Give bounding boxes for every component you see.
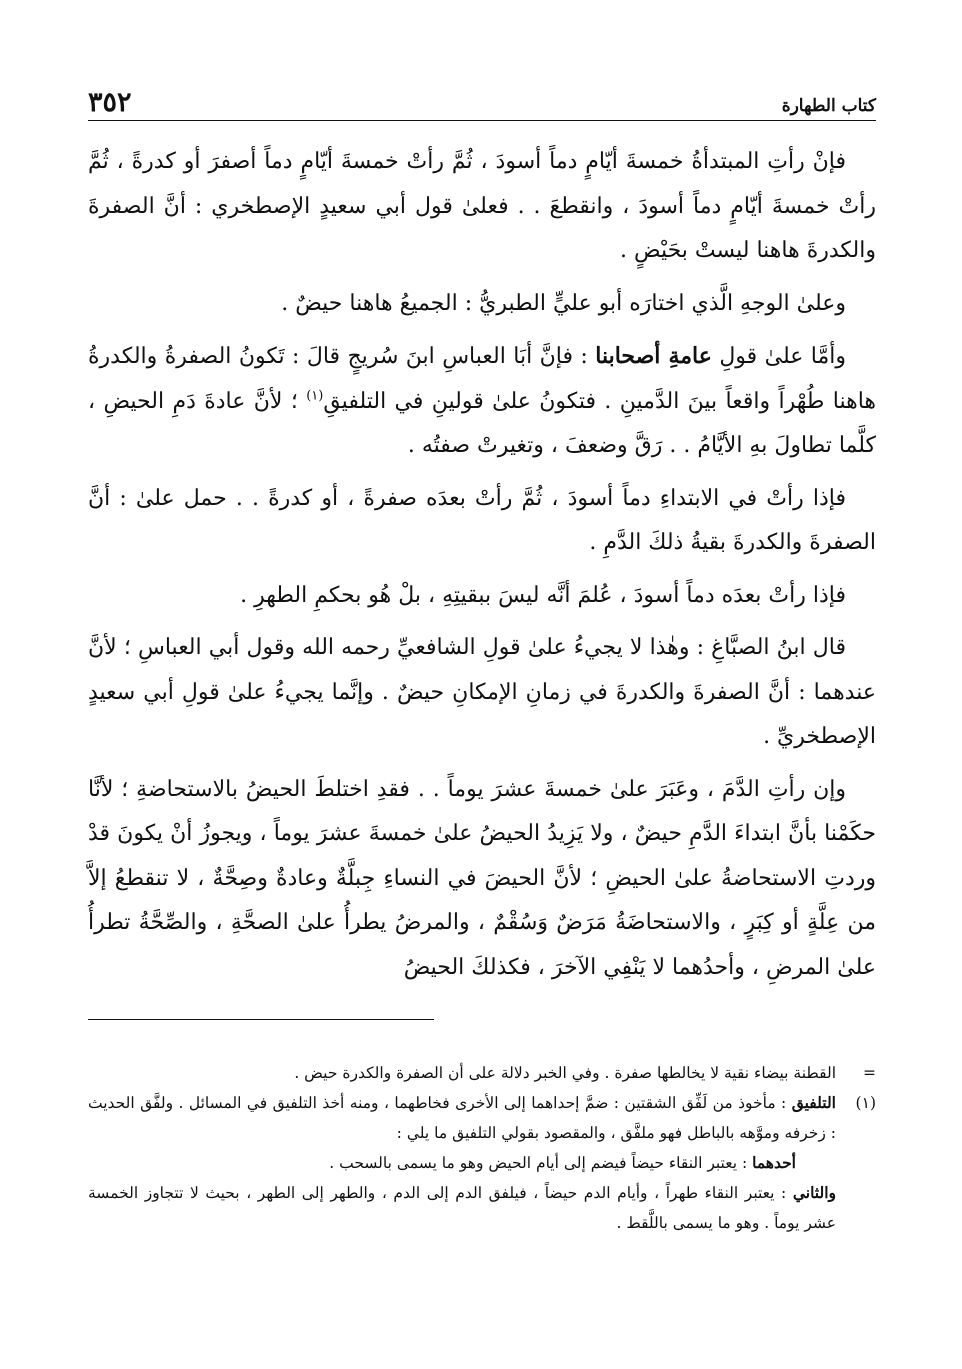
footnote-1-first-term: أحدهما: [752, 1153, 796, 1172]
paragraph-3-part-a: وأمَّا علىٰ قولِ: [711, 344, 847, 369]
footnote-1: [88, 1088, 876, 1148]
footnote-1-second-item: [88, 1178, 876, 1238]
footnote-1-body: : مأخوذ من لَفِّق الشقتين : ضمَّ إحداهما إلى الأخرى فخاطهما ، ومنه أخذ التلفيق في المسائل . ولفَّق الحديث : زخرفه وموَّهه بالباطل فهو ملفَّق ، والمقصود بقولي التلفيق ما يلي :: [88, 1094, 836, 1142]
paragraph-7: وإن رأتِ الدَّمَ ، وعَبَرَ علىٰ خمسةَ عشرَ يوماً . . فقدِ اختلطَ الحيضُ بالاستحاضةِ ؛ لأنَّا حكَمْنا بأنَّ ابتداءَ الدَّمِ حيضٌ ، ولا يَزِيدُ الحيضُ علىٰ خمسةَ عشرَ يوماً ، ويجوزُ أنْ يكونَ قدْ وردتِ الاستحاضةُ علىٰ الحيضِ ؛ لأنَّ الحيضَ في النساءِ جِبلَّةٌ وعادةٌ وصِحَّةٌ ، لا تنقطعُ إلاَّ من عِلَّةٍ أو كِبَرٍ ، والاستحاضَةُ مَرَضٌ وَسُقْمٌ ، والمرضُ يطرأُ علىٰ الصحَّةِ ، والصِّحَّةُ تطرأُ علىٰ المرضِ ، وأحدُهما لا يَنْفِي الآخرَ ، فكذلكَ الحيضُ: [88, 776, 876, 980]
footnote-1-first-item: [88, 1148, 876, 1178]
paragraph-1: فإنْ رأتِ المبتدأةُ خمسةَ أيّامٍ دماً أسودَ ، ثُمَّ رأتْ خمسةَ أيّامٍ دماً أصفرَ أو كدرةً ، ثُمَّ رأتْ خمسةَ أيّامٍ دماً أسودَ ، وانقطعَ . . فعلىٰ قول أبي سعيدٍ الإصطخري : أنَّ الصفرةَ والكدرةَ هاهنا ليستْ بحَيْضٍ .: [88, 149, 876, 263]
footnote-1-mark: (١): [855, 1094, 876, 1112]
footnote-1-text: [88, 1088, 836, 1148]
paragraph-3-emphasis: عامةِ أصحابنا: [595, 343, 712, 369]
footnote-continuation-text: القطنة بيضاء نقية لا يخالطها صفرة . وفي الخبر دلالة على أن الصفرة والكدرة حيض .: [294, 1064, 836, 1082]
footnote-1-second-text: : يعتبر النقاء طهراً ، وأيام الدم حيضاً ، فيلفق الدم إلى الدم ، والطهر إلى الطهر ، بحيث لا تتجاوز الخمسة عشر يوماً . وهو ما يسمى باللَّقط .: [88, 1184, 836, 1232]
footnote-reference-1[interactable]: (١): [306, 388, 324, 404]
running-title: كتاب الطهارة: [781, 96, 876, 116]
main-text: [88, 140, 876, 998]
paragraph-3: [88, 334, 876, 469]
paragraph-3-part-b: : فإنَّ أبَا العباسِ ابنَ سُريجٍ قالَ : تَكونُ الصفرةُ والكدرةُ هاهنا طُهْراً واقعاً بينَ الدَّمينِ . فتكونُ علىٰ قولينِ في التلفيقِ: [88, 344, 877, 414]
paragraph-2: وعلىٰ الوجهِ الَّذي اختارَه أبو عليٍّ الطبريُّ : الجميعُ هاهنا حيضٌ .: [281, 290, 846, 316]
footnote-continuation: [88, 1058, 876, 1088]
footnote-1-first-text: : يعتبر النقاء حيضاً فيضم إلى أيام الحيض وهو ما يسمى بالسحب .: [329, 1154, 753, 1172]
paragraph-5: فإذا رأتْ بعدَه دماً أسودَ ، عُلمَ أنَّه ليسَ ببقيتِهِ ، بلْ هُو بحكمِ الطهرِ .: [240, 582, 846, 608]
page-header: [88, 86, 876, 121]
paragraph-6: قال ابنُ الصبَّاغِ : وهٰذا لا يجيءُ علىٰ قولِ الشافعيِّ رحمه الله وقول أبي العباسِ ؛ لأنَّ عندهما : أنَّ الصفرةَ والكدرةَ في زمانِ الإمكانِ حيضٌ . وإنَّما يجيءُ علىٰ قولِ أبي سعيدٍ الإصطخريِّ .: [88, 635, 876, 749]
footnote-1-second-term: والثاني: [792, 1183, 836, 1202]
footnote-continuation-mark: =: [863, 1064, 876, 1082]
footnote-1-term: التلفيق: [791, 1093, 836, 1112]
footnote-separator: [88, 1019, 434, 1020]
paragraph-3-part-c: ؛ لأنَّ عادةَ دَمِ الحيضِ ، كلَّما تطاولَ بهِ الأيَّامُ . . رَقَّ وضعفَ ، وتغيرتْ صفتُه .: [88, 388, 876, 458]
footnotes: [88, 1058, 876, 1238]
page-number: ٣٥٢: [88, 87, 132, 118]
paragraph-4: فإذا رأتْ في الابتداءِ دماً أسودَ ، ثُمَّ رأتْ بعدَه صفرةً ، أو كدرةً . . حمل علىٰ : أنَّ الصفرةَ والكدرةَ بقيةُ ذلكَ الدَّمِ .: [88, 485, 876, 555]
